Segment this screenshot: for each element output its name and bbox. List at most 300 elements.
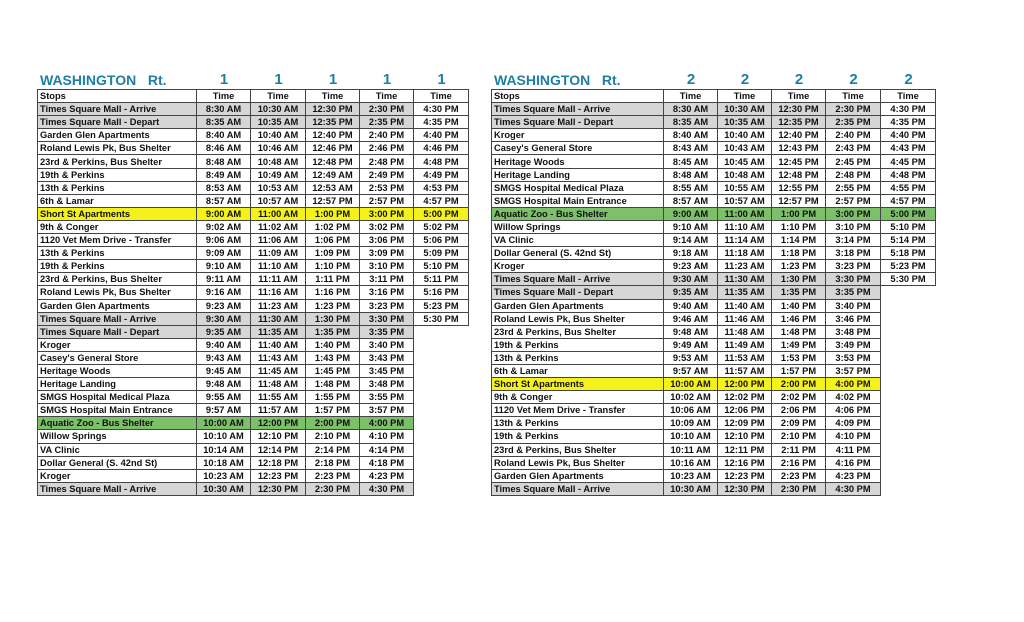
- time-cell: 8:46 AM: [197, 142, 251, 155]
- empty-cell: [881, 312, 936, 325]
- stop-name: SMGS Hospital Medical Plaza: [492, 181, 664, 194]
- time-cell: 9:30 AM: [664, 273, 718, 286]
- route-title: WASHINGTON Rt.: [494, 72, 621, 88]
- table-row: [38, 273, 469, 286]
- stop-name: SMGS Hospital Main Entrance: [492, 194, 664, 207]
- time-cell: 1:16 PM: [306, 286, 360, 299]
- time-cell: 8:40 AM: [197, 129, 251, 142]
- time-cell: 2:10 PM: [772, 430, 826, 443]
- time-cell: 3:40 PM: [360, 338, 414, 351]
- time-cell: 12:46 PM: [306, 142, 360, 155]
- time-cell: 2:48 PM: [826, 168, 881, 181]
- table-row: [492, 247, 936, 260]
- column-header-time: Time: [772, 90, 826, 103]
- table-row: [38, 260, 469, 273]
- time-cell: 12:55 PM: [772, 181, 826, 194]
- stop-name: 23rd & Perkins, Bus Shelter: [492, 443, 664, 456]
- time-cell: 2:11 PM: [772, 443, 826, 456]
- time-cell: 2:18 PM: [306, 456, 360, 469]
- time-cell: 11:43 AM: [251, 351, 306, 364]
- table-row: [38, 430, 469, 443]
- time-cell: 2:14 PM: [306, 443, 360, 456]
- time-cell: 10:10 AM: [197, 430, 251, 443]
- stop-name: Times Square Mall - Arrive: [492, 103, 664, 116]
- table-row: [492, 273, 936, 286]
- time-cell: 10:23 AM: [197, 469, 251, 482]
- time-cell: 8:57 AM: [664, 194, 718, 207]
- table-row: [38, 194, 469, 207]
- time-cell: 11:30 AM: [251, 312, 306, 325]
- time-cell: 11:35 AM: [718, 286, 772, 299]
- time-cell: 3:53 PM: [826, 351, 881, 364]
- stop-name: Times Square Mall - Depart: [38, 116, 197, 129]
- stop-name: Garden Glen Apartments: [492, 469, 664, 482]
- time-cell: 2:30 PM: [360, 103, 414, 116]
- time-cell: 10:46 AM: [251, 142, 306, 155]
- time-cell: 12:57 PM: [306, 194, 360, 207]
- stop-name: Garden Glen Apartments: [38, 129, 197, 142]
- stop-name: Willow Springs: [38, 430, 197, 443]
- stop-name: Times Square Mall - Depart: [38, 325, 197, 338]
- time-cell: 12:40 PM: [772, 129, 826, 142]
- time-cell: 4:55 PM: [881, 181, 936, 194]
- stop-name: Short St Apartments: [38, 207, 197, 220]
- time-cell: 3:10 PM: [360, 260, 414, 273]
- time-cell: 3:48 PM: [360, 378, 414, 391]
- time-cell: 1:48 PM: [772, 325, 826, 338]
- table-row: [38, 247, 469, 260]
- column-header-time: Time: [306, 90, 360, 103]
- time-cell: 2:30 PM: [826, 103, 881, 116]
- time-cell: 11:00 AM: [251, 207, 306, 220]
- time-cell: 1:55 PM: [306, 391, 360, 404]
- empty-cell: [881, 469, 936, 482]
- stop-name: 6th & Lamar: [38, 194, 197, 207]
- table-row: [38, 482, 469, 495]
- stop-name: Heritage Woods: [492, 155, 664, 168]
- stop-name: 23rd & Perkins, Bus Shelter: [492, 325, 664, 338]
- table-row: [492, 391, 936, 404]
- table-row: [492, 220, 936, 233]
- table-row: [38, 351, 469, 364]
- time-cell: 10:30 AM: [251, 103, 306, 116]
- stop-name: 1120 Vet Mem Drive - Transfer: [38, 234, 197, 247]
- stop-name: Times Square Mall - Arrive: [38, 312, 197, 325]
- column-header-time: Time: [826, 90, 881, 103]
- time-cell: 1:40 PM: [306, 338, 360, 351]
- time-cell: 3:30 PM: [826, 273, 881, 286]
- stop-name: Kroger: [38, 338, 197, 351]
- stop-name: Times Square Mall - Depart: [492, 116, 664, 129]
- time-cell: 10:18 AM: [197, 456, 251, 469]
- time-cell: 12:14 PM: [251, 443, 306, 456]
- time-cell: 9:14 AM: [664, 234, 718, 247]
- stop-name: 6th & Lamar: [492, 364, 664, 377]
- time-cell: 8:35 AM: [197, 116, 251, 129]
- time-cell: 3:40 PM: [826, 299, 881, 312]
- time-cell: 10:35 AM: [251, 116, 306, 129]
- stop-name: Heritage Woods: [38, 364, 197, 377]
- time-cell: 8:57 AM: [197, 194, 251, 207]
- time-cell: 4:48 PM: [881, 168, 936, 181]
- column-header-time: Time: [664, 90, 718, 103]
- time-cell: 9:09 AM: [197, 247, 251, 260]
- stop-name: SMGS Hospital Main Entrance: [38, 404, 197, 417]
- empty-cell: [881, 443, 936, 456]
- time-cell: 4:45 PM: [881, 155, 936, 168]
- stop-name: 9th & Conger: [38, 220, 197, 233]
- time-cell: 9:55 AM: [197, 391, 251, 404]
- time-cell: 11:00 AM: [718, 207, 772, 220]
- time-cell: 9:06 AM: [197, 234, 251, 247]
- stop-name: Garden Glen Apartments: [492, 299, 664, 312]
- time-cell: 9:40 AM: [197, 338, 251, 351]
- time-cell: 5:09 PM: [414, 247, 469, 260]
- stop-name: 1120 Vet Mem Drive - Transfer: [492, 404, 664, 417]
- stop-name: 19th & Perkins: [38, 168, 197, 181]
- time-cell: 1:00 PM: [772, 207, 826, 220]
- time-cell: 8:43 AM: [664, 142, 718, 155]
- time-cell: 11:23 AM: [251, 299, 306, 312]
- time-cell: 9:11 AM: [197, 273, 251, 286]
- time-cell: 9:57 AM: [664, 364, 718, 377]
- time-cell: 12:48 PM: [306, 155, 360, 168]
- time-cell: 11:40 AM: [718, 299, 772, 312]
- empty-cell: [881, 325, 936, 338]
- route-number: 1: [219, 71, 229, 88]
- stop-name: Dollar General (S. 42nd St): [492, 247, 664, 260]
- time-cell: 9:45 AM: [197, 364, 251, 377]
- time-cell: 11:49 AM: [718, 338, 772, 351]
- time-cell: 1:43 PM: [306, 351, 360, 364]
- time-cell: 3:55 PM: [360, 391, 414, 404]
- column-header-time: Time: [251, 90, 306, 103]
- time-cell: 5:16 PM: [414, 286, 469, 299]
- time-cell: 1:40 PM: [772, 299, 826, 312]
- time-cell: 3:16 PM: [360, 286, 414, 299]
- time-cell: 5:23 PM: [881, 260, 936, 273]
- stop-name: Times Square Mall - Depart: [492, 286, 664, 299]
- time-cell: 3:06 PM: [360, 234, 414, 247]
- time-cell: 12:30 PM: [306, 103, 360, 116]
- time-cell: 5:30 PM: [881, 273, 936, 286]
- time-cell: 11:57 AM: [251, 404, 306, 417]
- time-cell: 1:02 PM: [306, 220, 360, 233]
- stop-name: 13th & Perkins: [38, 181, 197, 194]
- table-row: [38, 456, 469, 469]
- stop-name: Times Square Mall - Arrive: [38, 103, 197, 116]
- time-cell: 8:48 AM: [197, 155, 251, 168]
- time-cell: 11:40 AM: [251, 338, 306, 351]
- table-row: [492, 260, 936, 273]
- time-cell: 11:02 AM: [251, 220, 306, 233]
- time-cell: 2:46 PM: [360, 142, 414, 155]
- time-cell: 4:35 PM: [414, 116, 469, 129]
- empty-cell: [414, 417, 469, 430]
- table-row: [492, 103, 936, 116]
- stop-name: Willow Springs: [492, 220, 664, 233]
- time-cell: 4:11 PM: [826, 443, 881, 456]
- time-cell: 10:55 AM: [718, 181, 772, 194]
- time-cell: 11:46 AM: [718, 312, 772, 325]
- time-cell: 5:02 PM: [414, 220, 469, 233]
- time-cell: 4:40 PM: [881, 129, 936, 142]
- empty-cell: [881, 417, 936, 430]
- time-cell: 2:53 PM: [360, 181, 414, 194]
- time-cell: 12:11 PM: [718, 443, 772, 456]
- stop-name: Times Square Mall - Arrive: [492, 482, 664, 495]
- table-row: [492, 286, 936, 299]
- time-cell: 2:45 PM: [826, 155, 881, 168]
- time-cell: 8:40 AM: [664, 129, 718, 142]
- table-row: [38, 364, 469, 377]
- stop-name: 19th & Perkins: [492, 338, 664, 351]
- time-cell: 2:30 PM: [306, 482, 360, 495]
- time-cell: 2:57 PM: [360, 194, 414, 207]
- time-cell: 3:48 PM: [826, 325, 881, 338]
- table-row: [38, 325, 469, 338]
- route-1-schedule-table: [37, 89, 469, 496]
- time-cell: 2:43 PM: [826, 142, 881, 155]
- table-row: [492, 168, 936, 181]
- time-cell: 10:00 AM: [664, 378, 718, 391]
- time-cell: 9:10 AM: [197, 260, 251, 273]
- time-cell: 11:18 AM: [718, 247, 772, 260]
- route-number: 1: [437, 71, 446, 88]
- time-cell: 10:06 AM: [664, 404, 718, 417]
- time-cell: 11:06 AM: [251, 234, 306, 247]
- time-cell: 1:09 PM: [306, 247, 360, 260]
- time-cell: 12:43 PM: [772, 142, 826, 155]
- time-cell: 4:30 PM: [826, 482, 881, 495]
- column-header-time: Time: [360, 90, 414, 103]
- time-cell: 12:49 AM: [306, 168, 360, 181]
- time-cell: 5:00 PM: [881, 207, 936, 220]
- empty-cell: [881, 338, 936, 351]
- time-cell: 12:30 PM: [772, 103, 826, 116]
- route-1-header: [38, 71, 469, 89]
- time-cell: 9:30 AM: [197, 312, 251, 325]
- time-cell: 9:18 AM: [664, 247, 718, 260]
- route-number: 2: [904, 71, 913, 88]
- time-cell: 2:16 PM: [772, 456, 826, 469]
- time-cell: 5:14 PM: [881, 234, 936, 247]
- stop-name: Aquatic Zoo - Bus Shelter: [38, 417, 197, 430]
- time-cell: 4:23 PM: [826, 469, 881, 482]
- empty-cell: [414, 404, 469, 417]
- time-cell: 1:10 PM: [772, 220, 826, 233]
- time-cell: 1:57 PM: [772, 364, 826, 377]
- time-cell: 12:06 PM: [718, 404, 772, 417]
- stop-name: Kroger: [492, 260, 664, 273]
- time-cell: 2:02 PM: [772, 391, 826, 404]
- stop-name: Roland Lewis Pk, Bus Shelter: [38, 286, 197, 299]
- time-cell: 11:10 AM: [251, 260, 306, 273]
- table-row: [38, 116, 469, 129]
- time-cell: 4:40 PM: [414, 129, 469, 142]
- empty-cell: [881, 299, 936, 312]
- time-cell: 4:43 PM: [881, 142, 936, 155]
- stop-name: Aquatic Zoo - Bus Shelter: [492, 207, 664, 220]
- time-cell: 1:35 PM: [772, 286, 826, 299]
- time-cell: 8:48 AM: [664, 168, 718, 181]
- column-header-time: Time: [414, 90, 469, 103]
- time-cell: 2:00 PM: [772, 378, 826, 391]
- table-row: [38, 404, 469, 417]
- time-cell: 2:09 PM: [772, 417, 826, 430]
- time-cell: 8:55 AM: [664, 181, 718, 194]
- time-cell: 4:23 PM: [360, 469, 414, 482]
- time-cell: 8:53 AM: [197, 181, 251, 194]
- table-row: [38, 181, 469, 194]
- time-cell: 12:53 AM: [306, 181, 360, 194]
- table-row: [38, 234, 469, 247]
- time-cell: 10:48 AM: [251, 155, 306, 168]
- empty-cell: [881, 378, 936, 391]
- table-row: [492, 155, 936, 168]
- table-header-row: [492, 90, 936, 103]
- time-cell: 2:06 PM: [772, 404, 826, 417]
- time-cell: 4:30 PM: [414, 103, 469, 116]
- time-cell: 3:49 PM: [826, 338, 881, 351]
- time-cell: 9:49 AM: [664, 338, 718, 351]
- time-cell: 3:00 PM: [360, 207, 414, 220]
- table-header-row: [38, 90, 469, 103]
- time-cell: 12:30 PM: [251, 482, 306, 495]
- time-cell: 5:11 PM: [414, 273, 469, 286]
- time-cell: 9:43 AM: [197, 351, 251, 364]
- time-cell: 11:57 AM: [718, 364, 772, 377]
- table-row: [492, 325, 936, 338]
- time-cell: 12:18 PM: [251, 456, 306, 469]
- time-cell: 10:35 AM: [718, 116, 772, 129]
- column-header-time: Time: [881, 90, 936, 103]
- stop-name: VA Clinic: [492, 234, 664, 247]
- time-cell: 3:23 PM: [826, 260, 881, 273]
- time-cell: 12:10 PM: [718, 430, 772, 443]
- time-cell: 1:11 PM: [306, 273, 360, 286]
- time-cell: 10:09 AM: [664, 417, 718, 430]
- time-cell: 2:40 PM: [826, 129, 881, 142]
- time-cell: 3:09 PM: [360, 247, 414, 260]
- time-cell: 10:16 AM: [664, 456, 718, 469]
- time-cell: 9:23 AM: [664, 260, 718, 273]
- time-cell: 2:00 PM: [306, 417, 360, 430]
- empty-cell: [414, 325, 469, 338]
- time-cell: 9:23 AM: [197, 299, 251, 312]
- time-cell: 2:23 PM: [306, 469, 360, 482]
- time-cell: 10:00 AM: [197, 417, 251, 430]
- time-cell: 12:00 PM: [718, 378, 772, 391]
- time-cell: 11:11 AM: [251, 273, 306, 286]
- time-cell: 3:30 PM: [360, 312, 414, 325]
- table-row: [492, 417, 936, 430]
- time-cell: 11:14 AM: [718, 234, 772, 247]
- table-row: [492, 443, 936, 456]
- empty-cell: [414, 364, 469, 377]
- time-cell: 5:10 PM: [414, 260, 469, 273]
- stop-name: Kroger: [38, 469, 197, 482]
- time-cell: 2:57 PM: [826, 194, 881, 207]
- empty-cell: [414, 391, 469, 404]
- time-cell: 8:30 AM: [197, 103, 251, 116]
- empty-cell: [414, 378, 469, 391]
- time-cell: 12:35 PM: [306, 116, 360, 129]
- empty-cell: [881, 430, 936, 443]
- empty-cell: [881, 351, 936, 364]
- time-cell: 8:35 AM: [664, 116, 718, 129]
- table-row: [492, 469, 936, 482]
- time-cell: 2:48 PM: [360, 155, 414, 168]
- table-row: [492, 234, 936, 247]
- time-cell: 10:57 AM: [718, 194, 772, 207]
- time-cell: 1:49 PM: [772, 338, 826, 351]
- empty-cell: [414, 338, 469, 351]
- time-cell: 2:55 PM: [826, 181, 881, 194]
- route-number: 2: [740, 71, 750, 88]
- time-cell: 12:16 PM: [718, 456, 772, 469]
- table-row: [492, 194, 936, 207]
- column-header-stops: Stops: [492, 90, 664, 103]
- empty-cell: [881, 364, 936, 377]
- time-cell: 9:16 AM: [197, 286, 251, 299]
- time-cell: 12:23 PM: [251, 469, 306, 482]
- time-cell: 10:30 AM: [664, 482, 718, 495]
- time-cell: 4:02 PM: [826, 391, 881, 404]
- time-cell: 12:02 PM: [718, 391, 772, 404]
- table-row: [492, 364, 936, 377]
- stop-name: 13th & Perkins: [492, 351, 664, 364]
- time-cell: 12:30 PM: [718, 482, 772, 495]
- time-cell: 4:30 PM: [360, 482, 414, 495]
- time-cell: 1:45 PM: [306, 364, 360, 377]
- empty-cell: [414, 443, 469, 456]
- time-cell: 12:23 PM: [718, 469, 772, 482]
- empty-cell: [414, 482, 469, 495]
- time-cell: 4:18 PM: [360, 456, 414, 469]
- table-row: [492, 351, 936, 364]
- time-cell: 1:46 PM: [772, 312, 826, 325]
- time-cell: 11:09 AM: [251, 247, 306, 260]
- time-cell: 12:10 PM: [251, 430, 306, 443]
- time-cell: 4:00 PM: [826, 378, 881, 391]
- time-cell: 12:57 PM: [772, 194, 826, 207]
- time-cell: 11:16 AM: [251, 286, 306, 299]
- table-row: [38, 378, 469, 391]
- time-cell: 10:53 AM: [251, 181, 306, 194]
- table-row: [492, 181, 936, 194]
- time-cell: 12:48 PM: [772, 168, 826, 181]
- stop-name: 23rd & Perkins, Bus Shelter: [38, 155, 197, 168]
- empty-cell: [881, 391, 936, 404]
- time-cell: 9:35 AM: [664, 286, 718, 299]
- time-cell: 10:23 AM: [664, 469, 718, 482]
- time-cell: 4:48 PM: [414, 155, 469, 168]
- time-cell: 8:30 AM: [664, 103, 718, 116]
- stop-name: Casey's General Store: [38, 351, 197, 364]
- time-cell: 4:14 PM: [360, 443, 414, 456]
- table-row: [38, 103, 469, 116]
- time-cell: 12:45 PM: [772, 155, 826, 168]
- time-cell: 10:49 AM: [251, 168, 306, 181]
- empty-cell: [881, 456, 936, 469]
- time-cell: 3:35 PM: [826, 286, 881, 299]
- time-cell: 2:23 PM: [772, 469, 826, 482]
- time-cell: 10:40 AM: [718, 129, 772, 142]
- empty-cell: [414, 351, 469, 364]
- stop-name: Casey's General Store: [492, 142, 664, 155]
- time-cell: 11:30 AM: [718, 273, 772, 286]
